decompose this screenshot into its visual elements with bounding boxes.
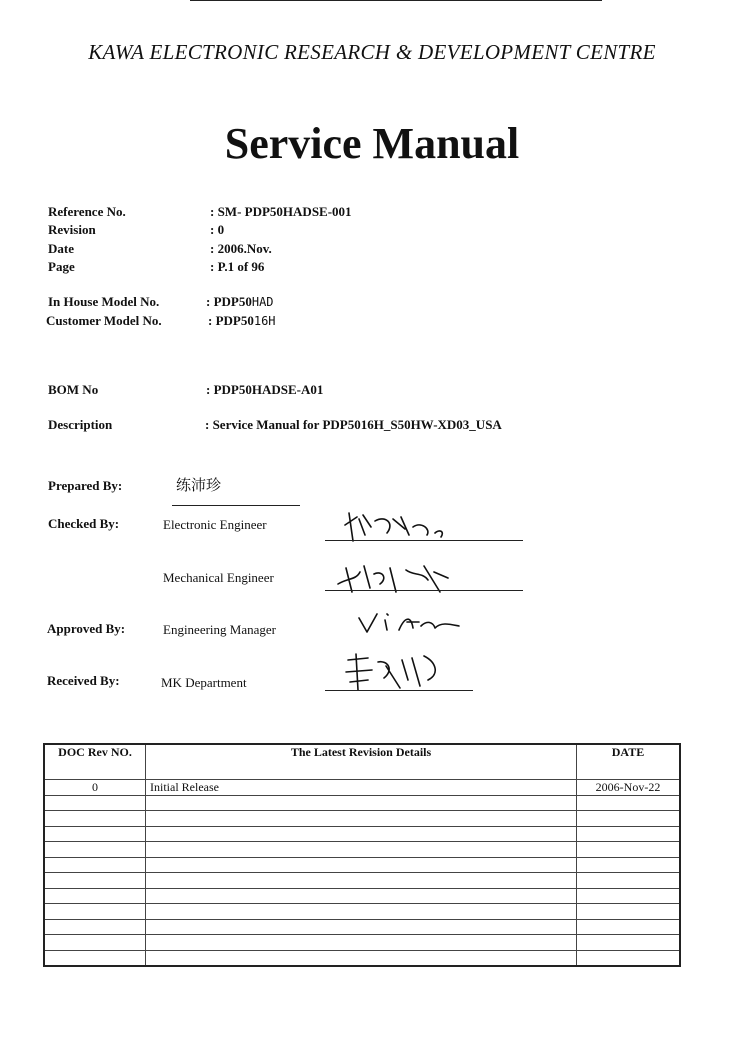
organization-name: KAWA ELECTRONIC RESEARCH & DEVELOPMENT CENTRE: [88, 40, 656, 64]
cell-date: [577, 935, 681, 951]
customer-model-label: Customer Model No.: [46, 313, 162, 328]
cell-date: [577, 888, 681, 904]
prepared-by-name: 练沛珍: [176, 476, 222, 494]
cell-details: [146, 826, 577, 842]
revision-value: : 0: [210, 222, 225, 237]
top-border-line: [190, 0, 602, 1]
cell-details: [146, 842, 577, 858]
cell-rev: [44, 950, 146, 966]
cell-details: [146, 811, 577, 827]
prepared-signature-line: [172, 505, 300, 506]
cell-rev: [44, 888, 146, 904]
description-label: Description: [48, 417, 113, 432]
revision-label: Revision: [48, 222, 96, 237]
cell-date: [577, 857, 681, 873]
table-row: [44, 857, 680, 873]
table-row: [44, 780, 680, 796]
customer-model-handwritten: 16H: [253, 314, 276, 328]
mechanical-engineer-line: [325, 590, 523, 591]
prepared-by-label: Prepared By:: [48, 478, 123, 493]
inhouse-model-value: [206, 294, 274, 310]
reference-value: : SM- PDP50HADSE-001: [210, 204, 352, 219]
table-row: [44, 935, 680, 951]
cell-date: [577, 950, 681, 966]
cell-date: [577, 826, 681, 842]
description-value: : Service Manual for PDP5016H_S50HW-XD03_USA: [205, 417, 502, 432]
table-row: [44, 811, 680, 827]
cell-details: Initial Release: [146, 780, 577, 796]
document-title: Service Manual: [224, 119, 520, 168]
bom-label: BOM No: [48, 382, 99, 397]
mk-department-label: MK Department: [161, 675, 247, 690]
cell-rev: [44, 904, 146, 920]
engineering-manager-signature: [355, 608, 485, 638]
cell-date: [577, 873, 681, 889]
date-label: Date: [48, 241, 74, 256]
electronic-engineer-line: [325, 540, 523, 541]
cell-rev: 0: [44, 780, 146, 796]
mechanical-engineer-signature: [330, 558, 460, 598]
inhouse-model-print: : PDP50: [206, 294, 252, 309]
table-row: [44, 795, 680, 811]
cell-date: [577, 919, 681, 935]
table-row: [44, 873, 680, 889]
header-date: DATE: [577, 744, 681, 780]
customer-model-print: : PDP50: [208, 313, 254, 328]
page-label: Page: [48, 259, 75, 274]
received-by-label: Received By:: [47, 673, 120, 688]
cell-rev: [44, 935, 146, 951]
table-row: [44, 842, 680, 858]
date-value: : 2006.Nov.: [210, 241, 272, 256]
checked-by-label: Checked By:: [48, 516, 120, 531]
cell-details: [146, 904, 577, 920]
cell-date: 2006-Nov-22: [577, 780, 681, 796]
customer-model-value: [208, 313, 276, 329]
cell-date: [577, 795, 681, 811]
header-details: The Latest Revision Details: [146, 744, 577, 780]
table-row: [44, 919, 680, 935]
page-value: : P.1 of 96: [210, 259, 265, 274]
cell-rev: [44, 826, 146, 842]
cell-date: [577, 904, 681, 920]
cell-details: [146, 795, 577, 811]
cell-details: [146, 935, 577, 951]
reference-label: Reference No.: [48, 204, 126, 219]
cell-details: [146, 888, 577, 904]
cell-details: [146, 857, 577, 873]
cell-details: [146, 873, 577, 889]
cell-details: [146, 950, 577, 966]
revision-table-header: [44, 744, 680, 780]
mechanical-engineer-label: Mechanical Engineer: [163, 570, 274, 585]
revision-table: [43, 743, 681, 967]
table-row: [44, 826, 680, 842]
cell-details: [146, 919, 577, 935]
electronic-engineer-signature: [335, 505, 465, 545]
table-row: [44, 950, 680, 966]
cell-date: [577, 811, 681, 827]
inhouse-model-handwritten: HAD: [251, 295, 274, 309]
engineering-manager-label: Engineering Manager: [163, 622, 276, 637]
cell-rev: [44, 795, 146, 811]
header-doc-rev: DOC Rev NO.: [44, 744, 146, 780]
mk-department-signature: [328, 650, 458, 695]
cell-date: [577, 842, 681, 858]
electronic-engineer-label: Electronic Engineer: [163, 517, 267, 532]
table-row: [44, 888, 680, 904]
cell-rev: [44, 873, 146, 889]
bom-value: : PDP50HADSE-A01: [206, 382, 324, 397]
table-row: [44, 904, 680, 920]
cell-rev: [44, 919, 146, 935]
mk-department-line: [325, 690, 473, 691]
cell-rev: [44, 842, 146, 858]
cell-rev: [44, 857, 146, 873]
approved-by-label: Approved By:: [47, 621, 126, 636]
cell-rev: [44, 811, 146, 827]
inhouse-model-label: In House Model No.: [48, 294, 160, 309]
